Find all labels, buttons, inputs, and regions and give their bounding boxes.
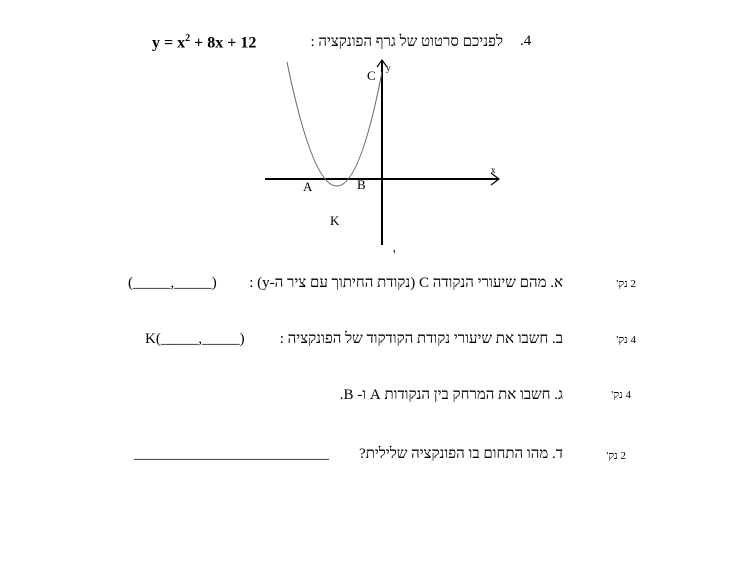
subquestion-d-points-unit: נק' — [606, 450, 618, 462]
subquestion-c-points — [611, 389, 631, 401]
subquestion-b-points-value: 4 — [630, 334, 636, 346]
subquestion-b-text: ב. חשבו את שיעורי נקודת הקודקוד של הפונקציה : — [279, 331, 563, 347]
question-number — [520, 33, 531, 50]
formula-lhs: y = x — [152, 34, 186, 52]
x-axis-label: x — [491, 165, 496, 175]
question-number-dot: . — [520, 33, 524, 49]
question-number-value: 4 — [523, 33, 532, 49]
subquestion-d-text: ד. מהו התחום בו הפונקציה שלילית? — [359, 446, 563, 462]
subquestion-b-points — [616, 334, 636, 346]
subquestion-a-answer-blank: (_____,_____) — [128, 275, 217, 291]
subquestion-c-points-unit: נק' — [611, 389, 623, 401]
function-formula — [152, 33, 256, 52]
subquestion-c-points-value: 4 — [625, 389, 631, 401]
y-axis-label: y — [386, 63, 391, 73]
point-label-A: A — [303, 179, 313, 194]
stray-mark: ' — [393, 248, 396, 263]
subquestion-a-points-unit: נק' — [616, 278, 628, 290]
subquestion-d-points — [606, 450, 626, 462]
formula-rhs: + 8x + 12 — [190, 34, 257, 52]
formula-exponent: 2 — [185, 33, 191, 44]
question-intro: לפניכם סרטוט של גרף הפונקציה : — [310, 34, 503, 50]
subquestion-a-points — [616, 278, 636, 290]
point-label-B: B — [357, 177, 366, 192]
parabola-graph — [255, 55, 505, 250]
subquestion-d-points-value: 2 — [620, 450, 626, 462]
point-label-C: C — [367, 68, 376, 83]
subquestion-d-answer-blank: __________________________ — [134, 446, 329, 462]
point-label-K: K — [330, 213, 340, 228]
subquestion-c-text: ג. חשבו את המרחק בין הנקודות A ו- B. — [339, 387, 563, 403]
subquestion-b-points-unit: נק' — [616, 334, 628, 346]
subquestion-a-points-value: 2 — [630, 278, 636, 290]
subquestion-b-answer-blank: K(_____,_____) — [145, 331, 245, 347]
subquestion-a-text: א. מהם שיעורי הנקודה C (נקודת החיתוך עם ציר ה-y) : — [249, 275, 563, 291]
